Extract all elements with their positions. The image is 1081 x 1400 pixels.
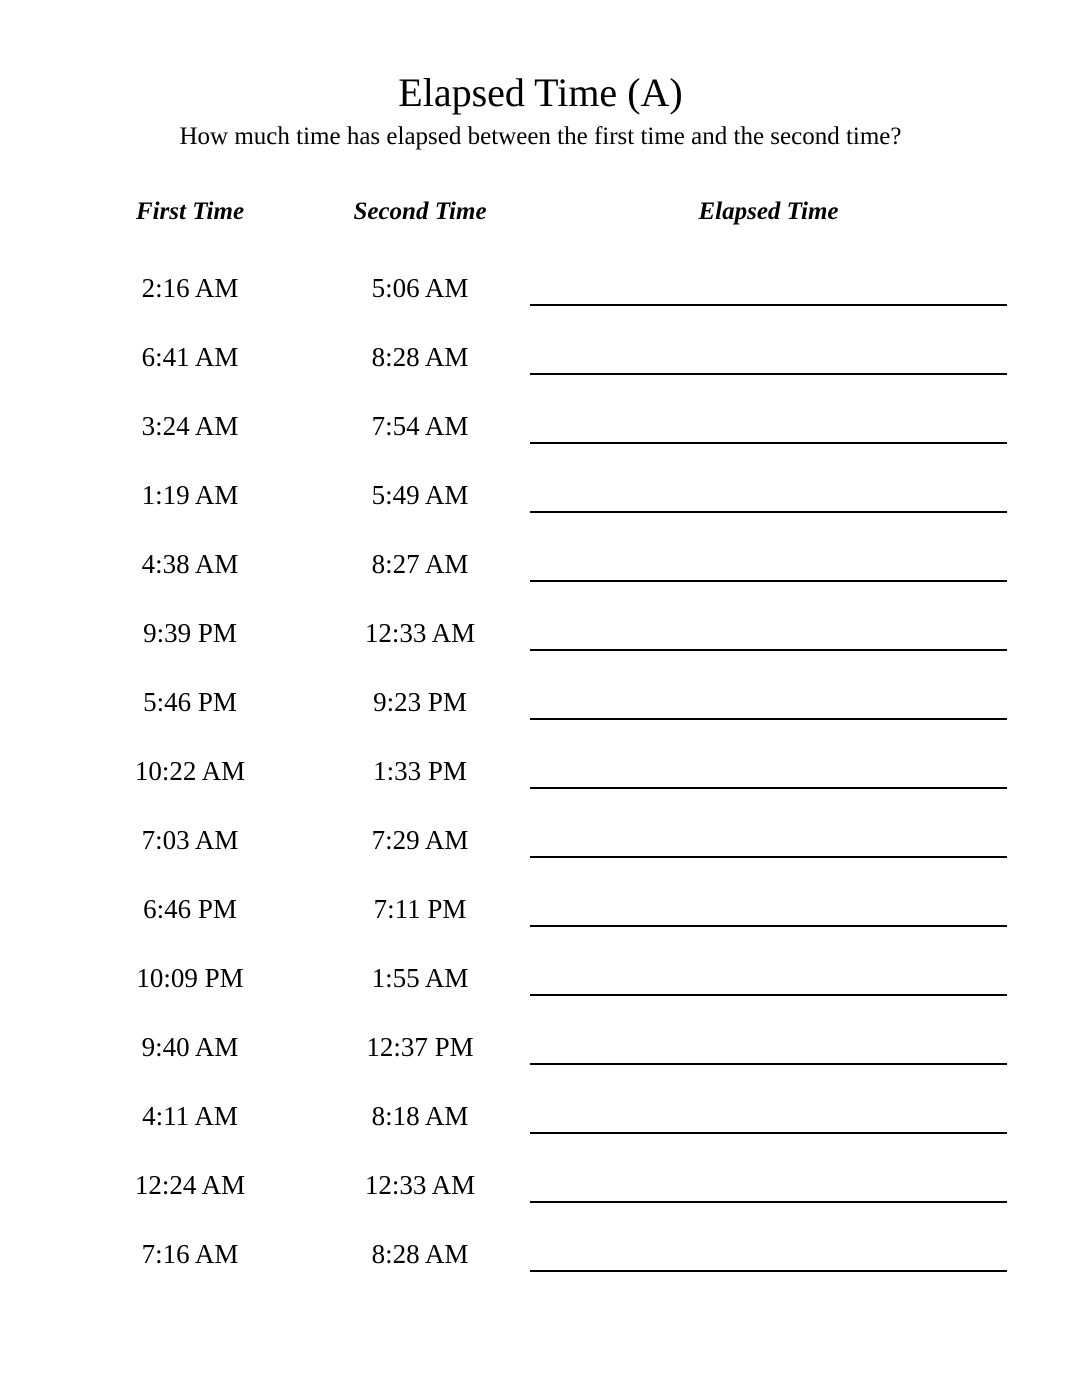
column-header-elapsed-time: Elapsed Time [698, 198, 839, 225]
table-row [70, 1082, 1007, 1151]
table-row [70, 1013, 1007, 1082]
second-time-value: 12:37 PM [366, 1032, 474, 1062]
first-time-value: 7:16 AM [141, 1239, 239, 1269]
elapsed-time-answer-blank [530, 442, 1007, 444]
table-row [70, 599, 1007, 668]
table-row [70, 668, 1007, 737]
rows-container [70, 254, 1007, 1289]
elapsed-time-answer-blank [530, 718, 1007, 720]
elapsed-time-cell [530, 1220, 1007, 1289]
second-time-value: 1:33 PM [373, 756, 467, 786]
elapsed-time-cell [530, 599, 1007, 668]
second-time-value: 12:33 AM [364, 1170, 476, 1200]
elapsed-time-cell [530, 254, 1007, 323]
elapsed-time-answer-blank [530, 787, 1007, 789]
elapsed-time-cell [530, 737, 1007, 806]
table-row [70, 254, 1007, 323]
elapsed-time-answer-blank [530, 1063, 1007, 1065]
table-row [70, 1151, 1007, 1220]
elapsed-time-table [0, 192, 1081, 1289]
elapsed-time-cell [530, 875, 1007, 944]
first-time-value: 9:40 AM [141, 1032, 239, 1062]
elapsed-time-cell [530, 1082, 1007, 1151]
second-time-value: 12:33 AM [364, 618, 476, 648]
elapsed-time-cell [530, 323, 1007, 392]
elapsed-time-answer-blank [530, 856, 1007, 858]
second-time-value: 1:55 AM [371, 963, 469, 993]
elapsed-time-answer-blank [530, 373, 1007, 375]
first-time-value: 4:11 AM [142, 1101, 238, 1131]
table-row [70, 875, 1007, 944]
second-time-value: 8:18 AM [371, 1101, 469, 1131]
table-row [70, 461, 1007, 530]
elapsed-time-answer-blank [530, 925, 1007, 927]
column-header-second-time: Second Time [353, 198, 487, 225]
first-time-value: 2:16 AM [141, 273, 239, 303]
first-time-value: 5:46 PM [143, 687, 237, 717]
second-time-value: 5:49 AM [371, 480, 469, 510]
page-title: Elapsed Time (A) [398, 70, 683, 115]
elapsed-time-answer-blank [530, 1132, 1007, 1134]
elapsed-time-cell [530, 1013, 1007, 1082]
first-time-value: 12:24 AM [134, 1170, 246, 1200]
second-time-value: 7:54 AM [371, 411, 469, 441]
table-row [70, 530, 1007, 599]
second-time-value: 9:23 PM [373, 687, 467, 717]
second-time-value: 8:28 AM [371, 342, 469, 372]
elapsed-time-cell [530, 1151, 1007, 1220]
first-time-value: 9:39 PM [143, 618, 237, 648]
elapsed-time-answer-blank [530, 1270, 1007, 1272]
elapsed-time-answer-blank [530, 511, 1007, 513]
column-header-first-time: First Time [135, 198, 245, 225]
second-time-value: 8:28 AM [371, 1239, 469, 1269]
first-time-value: 10:22 AM [134, 756, 246, 786]
elapsed-time-cell [530, 944, 1007, 1013]
table-row [70, 323, 1007, 392]
table-row [70, 806, 1007, 875]
elapsed-time-cell [530, 668, 1007, 737]
first-time-value: 3:24 AM [141, 411, 239, 441]
elapsed-time-answer-blank [530, 304, 1007, 306]
elapsed-time-answer-blank [530, 649, 1007, 651]
elapsed-time-answer-blank [530, 580, 1007, 582]
table-row [70, 1220, 1007, 1289]
first-time-value: 1:19 AM [141, 480, 239, 510]
elapsed-time-cell [530, 461, 1007, 530]
table-row [70, 737, 1007, 806]
first-time-value: 6:41 AM [141, 342, 239, 372]
table-row [70, 392, 1007, 461]
table-header-row [70, 192, 1007, 232]
instructions-text: How much time has elapsed between the first time and the second time? [179, 123, 902, 150]
elapsed-time-answer-blank [530, 994, 1007, 996]
second-time-value: 7:11 PM [373, 894, 467, 924]
elapsed-time-cell [530, 392, 1007, 461]
elapsed-time-answer-blank [530, 1201, 1007, 1203]
table-row [70, 944, 1007, 1013]
second-time-value: 5:06 AM [371, 273, 469, 303]
first-time-value: 10:09 PM [136, 963, 244, 993]
first-time-value: 4:38 AM [141, 549, 239, 579]
second-time-value: 8:27 AM [371, 549, 469, 579]
first-time-value: 6:46 PM [143, 894, 237, 924]
first-time-value: 7:03 AM [141, 825, 239, 855]
elapsed-time-cell [530, 530, 1007, 599]
second-time-value: 7:29 AM [371, 825, 469, 855]
elapsed-time-cell [530, 806, 1007, 875]
